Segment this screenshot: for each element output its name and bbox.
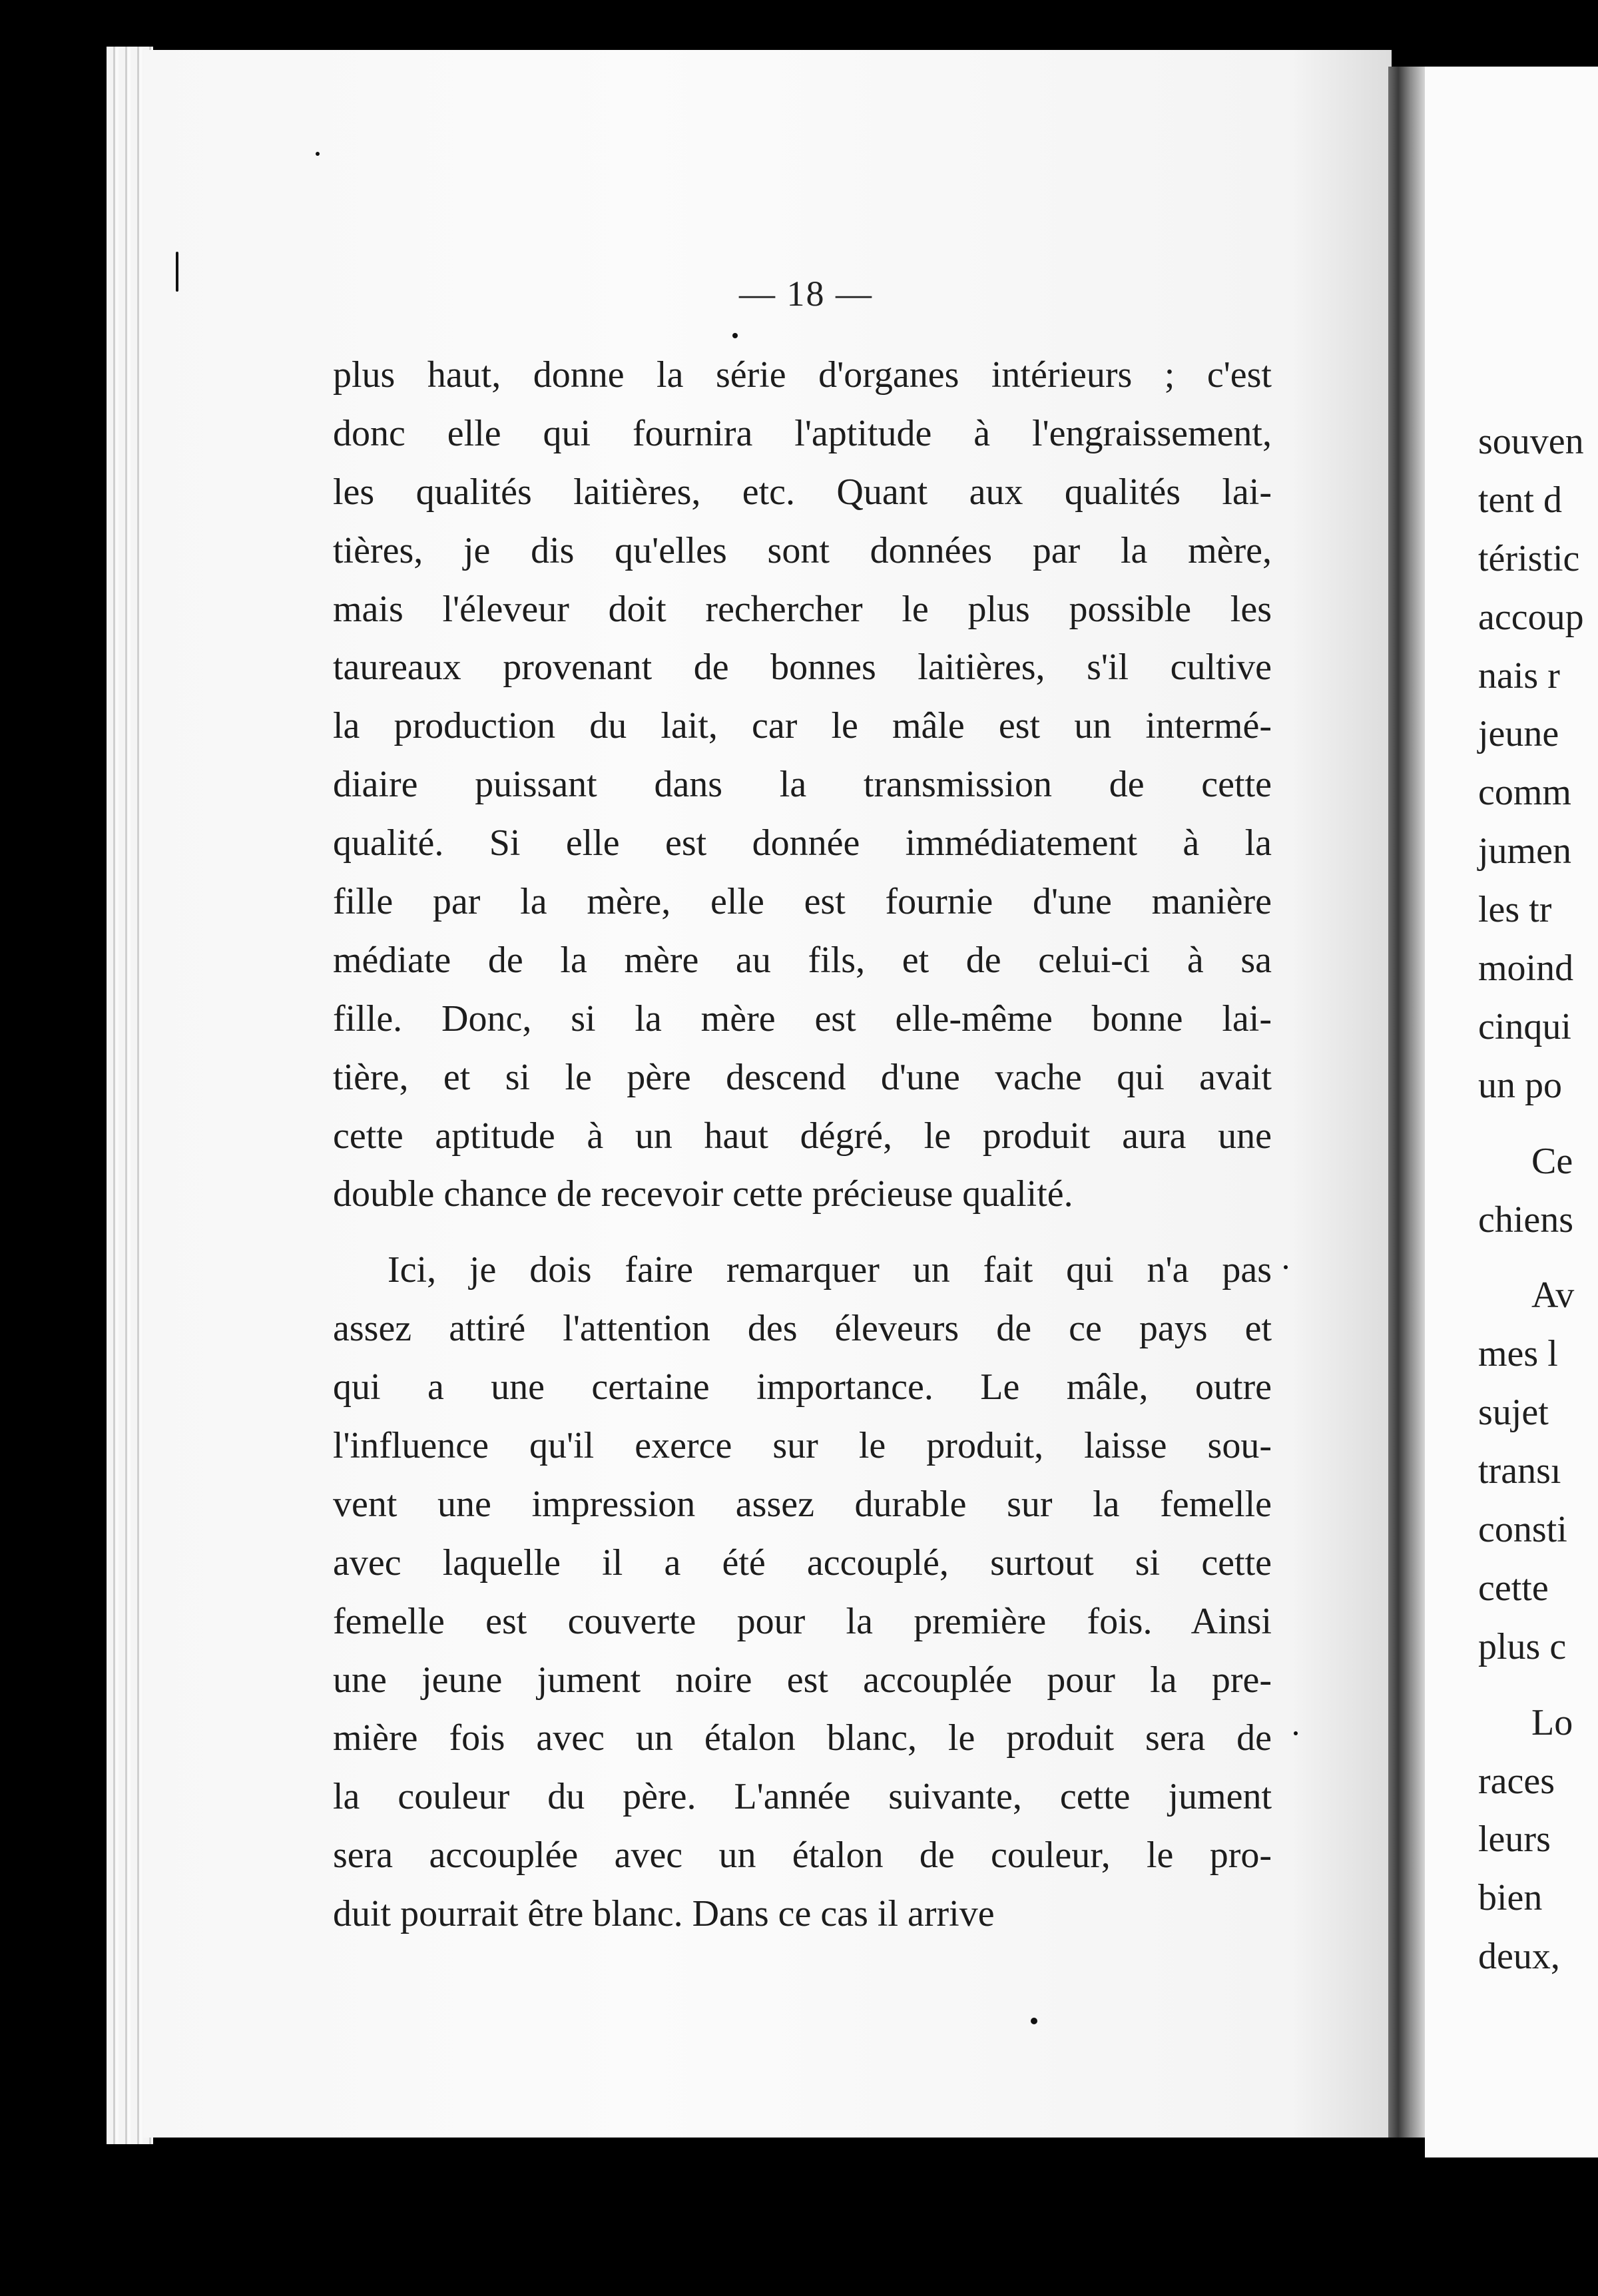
facing-page-text [1478,413,1598,1986]
page-number: — 18 — [739,274,873,314]
text-line: la production du lait, car le mâle est un intermé- [333,705,1272,747]
text-line: Ici, je dois faire remarquer un fait qui n'a pas [388,1249,1272,1291]
text-line: fille. Donc, si la mère est elle-même bonne lai- [333,998,1272,1039]
text-line: les qualités laitières, etc. Quant aux qualités lai- [333,471,1272,513]
paragraph-gap [1478,1249,1598,1267]
paragraph-gap [1478,1677,1598,1694]
text-line: taureaux provenant de bonnes laitières, s'il cultive [333,647,1272,689]
facing-page-line: nais r [1478,655,1560,697]
text-line: médiate de la mère au fils, et de celui-ci à sa [333,939,1272,981]
dust-speck [316,152,320,156]
facing-page-line: les tr [1478,889,1552,931]
text-line: plus haut, donne la série d'organes intérieurs ; c'est [333,354,1272,396]
facing-page-line: jeune [1478,713,1559,755]
dust-speck [732,333,738,338]
paragraph [333,346,1272,1224]
facing-page-line: souven [1478,421,1584,462]
text-line: mais l'éleveur doit rechercher le plus possible les [333,588,1272,630]
text-line: l'influence qu'il exerce sur le produit, laisse sou- [333,1425,1272,1467]
facing-page-line: comm [1478,772,1571,814]
dust-speck [1284,1265,1288,1269]
text-line: vent une impression assez durable sur la femelle [333,1483,1272,1525]
facing-page-line: Ce [1531,1140,1573,1182]
facing-page-line: Lo [1531,1701,1573,1743]
text-line: qui a une certaine importance. Le mâle, outre [333,1366,1272,1408]
facing-page-line: chiens [1478,1199,1574,1241]
paragraph-gap [333,1224,1272,1241]
facing-page-line: jumen [1478,830,1571,872]
text-line: assez attiré l'attention des éleveurs de ce pays et [333,1308,1272,1350]
facing-page [1425,67,1598,2157]
facing-page-line: plus c [1478,1625,1567,1667]
facing-page-line: leurs [1478,1819,1551,1861]
facing-page-line: moind [1478,948,1574,990]
text-line: donc elle qui fournira l'aptitude à l'engraissement, [333,412,1272,454]
facing-page-line: bien [1478,1877,1543,1919]
facing-page-line: transı [1478,1450,1561,1492]
dust-speck [176,252,178,292]
facing-page-line: cinqui [1478,1005,1571,1047]
text-line: une jeune jument noire est accouplée pour la pre- [333,1659,1272,1701]
text-line: double chance de recevoir cette précieuse qualité. [333,1173,1073,1215]
facing-page-line: sujet [1478,1392,1549,1434]
text-line: tières, je dis qu'elles sont données par la mère, [333,529,1272,571]
book-gutter [1388,67,1428,2138]
dust-speck [1294,1731,1298,1735]
facing-page-line: un po [1478,1064,1562,1106]
facing-page-line: cette [1478,1567,1549,1609]
text-line: fille par la mère, elle est fournie d'une manière [333,881,1272,923]
text-line: qualité. Si elle est donnée immédiatement à la [333,822,1272,864]
text-line: la couleur du père. L'année suivante, cette jument [333,1776,1272,1818]
facing-page-line: races [1478,1760,1555,1802]
facing-page-line: consti [1478,1509,1567,1551]
text-line: femelle est couverte pour la première fois. Ainsi [333,1600,1272,1642]
text-line: sera accouplée avec un étalon de couleur, le pro- [333,1835,1272,1876]
text-line: mière fois avec un étalon blanc, le produit sera de [333,1717,1272,1759]
facing-page-line: mes l [1478,1333,1558,1375]
body-text [333,346,1272,1944]
text-line: cette aptitude à un haut dégré, le produit aura une [333,1115,1272,1157]
facing-page-line: téristic [1478,537,1580,579]
text-line: duit pourrait être blanc. Dans ce cas il arrive [333,1893,995,1935]
facing-page-line: deux, [1478,1936,1560,1978]
facing-page-line: tent d [1478,479,1562,521]
paragraph-gap [1478,1115,1598,1133]
text-line: diaire puissant dans la transmission de cette [333,764,1272,806]
text-line: tière, et si le père descend d'une vache qui avait [333,1056,1272,1098]
paragraph [333,1241,1272,1944]
facing-page-line: Av [1531,1275,1575,1316]
text-line: avec laquelle il a été accouplé, surtout si cette [333,1542,1272,1583]
facing-page-line: accoup [1478,596,1584,638]
dust-speck [1031,2018,1037,2024]
